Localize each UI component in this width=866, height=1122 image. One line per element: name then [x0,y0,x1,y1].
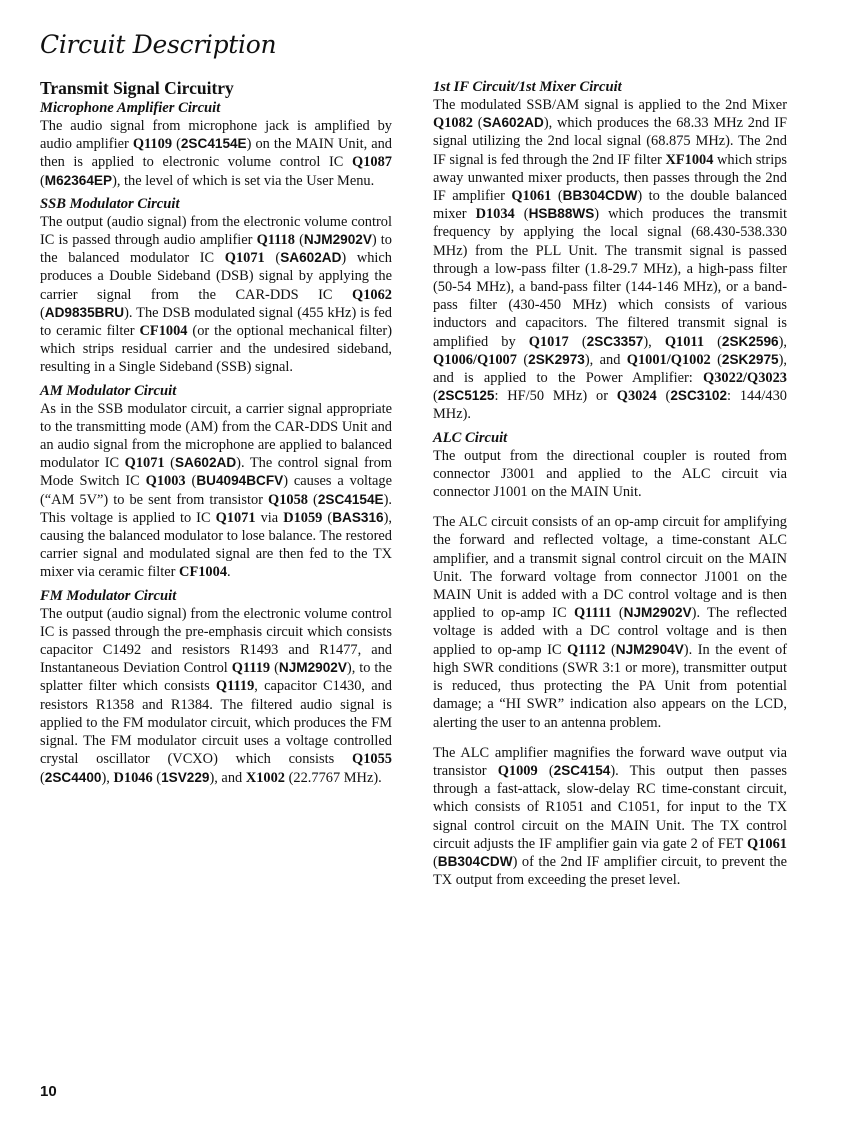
page-number: 10 [40,1083,57,1100]
section-am-modulator [40,382,392,582]
paragraph-mic-amplifier: The audio signal from microphone jack is amplified by audio amplifier Q1109 (2SC4154E) on the MAIN Unit, and then is applied to electronic volume control IC Q1087 (M62364EP), the level of which is set via the User Menu. [40,118,393,189]
paragraph-alc-3: The ALC amplifier magnifies the forward wave output via transistor Q1009 (2SC4154). This output then passes through a fast-attack, slow-delay RC time-constant circuit, which consists of R1051 and C1051, for input to the TX signal control circuit on the MAIN Unit. The TX control circuit adjusts the IF amplifier gain via gate 2 of FET Q1061 (BB304CDW) of the 2nd IF amplifier circuit, to prevent the TX output from exceeding the preset level. [433,744,788,889]
paragraph-am-modulator: As in the SSB modulator circuit, a carrier signal appropriate to the transmitting mode (AM) from the CAR-DDS Unit and an audio signal from the microphone are applied to balanced modulator IC Q1071 (SA602AD). The control signal from Mode Switch IC Q1003 (BU4094BCFV) causes a voltage (“AM 5V”) to be sent from transistor Q1058 (2SC4154E). This voltage is applied to IC Q1071 via D1059 (BAS316), causing the balanced modulator to lose balance. The restored carrier signal and modulated signal are then fed to the TX mixer via ceramic filter CF1004. [40,400,393,581]
subheading-alc: ALC Circuit [433,429,508,446]
section-ssb-modulator [40,195,392,377]
paragraph-fm-modulator: The output (audio signal) from the electronic volume control IC is passed through the pre-emphasis circuit which consists capacitor C1492 and resistors R1493 and R1477, and Instantaneous Deviation Control Q1119 (NJM2902V), to the splatter filter which consists Q1119, capacitor C1430, and resistors R1358 and R1384. The filtered audio signal is applied to the FM modulator circuit, which produces the FM signal. The FM modulator circuit uses a voltage controlled crystal oscillator (VCXO) which consists Q1055 (2SC4400), D1046 (1SV229), and X1002 (22.7767 MHz). [40,605,392,786]
subheading-ssb-modulator: SSB Modulator Circuit [40,195,180,212]
subheading-am-modulator: AM Modulator Circuit [40,382,177,399]
paragraph-first-if: The modulated SSB/AM signal is applied to the 2nd Mixer Q1082 (SA602AD), which produces the 68.33 MHz 2nd IF signal utilizing the 2nd local signal (68.875 MHz). The 2nd IF signal is fed through the 2nd IF filter XF1004 which strips away unwanted mixer products, then passes through the 2nd IF amplifier Q1061 (BB304CDW) to the double balanced mixer D1034 (HSB88WS) which produces the transmit frequency by applying the local signal (68.430-538.330 MHz) from the PLL Unit. The transmit signal is passed through a low-pass filter (1.8-29.7 MHz), a high-pass filter (50-54 MHz), a band-pass filter (144-146 MHz), or a band-pass filter (430-450 MHz) which consists of various inductors and capacitors. The filtered transmit signal is amplified by Q1017 (2SC3357), Q1011 (2SK2596), Q1006/Q1007 (2SK2973), and Q1001/Q1002 (2SK2975), and is applied to the Power Amplifier: Q3022/Q3023 (2SC5125: HF/50 MHz) or Q3024 (2SC3102: 144/430 MHz). [433,97,788,423]
paragraph-ssb-modulator: The output (audio signal) from the electronic volume control IC is passed through audio amplifier Q1118 (NJM2902V) to the balanced modulator IC Q1071 (SA602AD) which produces a Double Sideband (DSB) signal by applying the carrier signal from the CAR-DDS IC Q1062 (AD9835BRU). The DSB modulated signal (455 kHz) is fed to ceramic filter CF1004 (or the optional mechanical filter) which strips residual carrier and the undesired sideband, resulting in a Single Sideband (SSB) signal. [40,213,393,376]
section-alc [433,429,787,890]
paragraph-alc-2: The ALC circuit consists of an op-amp circuit for amplifying the forward and reflected voltage, a time-constant ALC amplifier, and a transmit signal control circuit on the MAIN Unit. The forward voltage from connector J1001 on the MAIN Unit is added with a DC control voltage and is then applied to op-amp IC Q1111 (NJM2902V). The reflected voltage is added with a DC control voltage and is then applied to op-amp IC Q1112 (NJM2904V). In the event of high SWR conditions (SWR 3:1 or more), transmitter output is reduced, thus protecting the PA Unit from potential damage; a “HI SWR” indication also appears on the LCD, alerting the user to an antenna problem. [433,514,788,731]
subheading-fm-modulator: FM Modulator Circuit [40,587,177,604]
right-column [433,78,787,894]
subheading-mic-amplifier: Microphone Amplifier Circuit [40,100,221,116]
paragraph-alc-1: The output from the directional coupler is routed from connector J3001 and applied to the ALC circuit via connector J1001 on the MAIN Unit. [433,447,787,501]
section-fm-modulator [40,587,392,787]
section-mic-amplifier [40,99,392,190]
left-column [40,78,392,792]
section-first-if [433,78,787,424]
subheading-first-if: 1st IF Circuit/1st Mixer Circuit [433,79,622,95]
page-title: Circuit Description [40,30,277,59]
section-heading-transmit: Transmit Signal Circuitry [40,78,234,98]
